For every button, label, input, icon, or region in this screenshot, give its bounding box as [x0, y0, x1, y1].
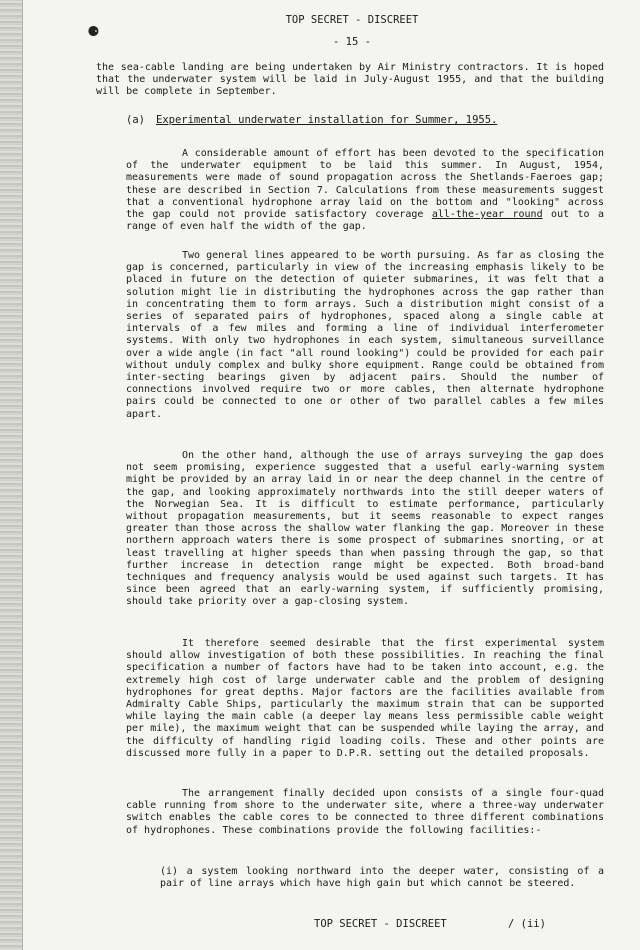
document-page: [96, 0, 608, 950]
footer-classification: TOP SECRET - DISCREET: [314, 918, 447, 930]
page-number: - 15 -: [333, 36, 371, 48]
paragraph-continuation: the sea-cable landing are being undertaken by Air Ministry contractors. It is hoped that the underwater system will be laid in July-August 1955, and that the building will be complete in September.: [96, 62, 604, 98]
paragraph-specification-tail: out to a range of even half the width of the gap.: [126, 209, 605, 233]
list-item-i: (i) a system looking northward into the deeper water, consisting of a pair of line arrays which have high gain but which cannot be steered.: [160, 866, 604, 890]
paragraph-both-possibilities: It therefore seemed desirable that the first experimental system should allow investigation of both these possibilities. In reaching the final specification a number of factors have had to be taken into account, e.g. the extremely high cost of large underwater cable and the problem of designing hydrophones for great depths. Major factors are the facilities available from Admiralty Cable Ships, particularly the maximum strain that can be supported while laying the main cable (a deeper lay means less permissible cable weight per mile), the maximum weight that can be suspended while laying the array, and the difficulty of handling rigid loading coils. These and other points are discussed more fully in a paper to D.P.R. setting out the detailed proposals.: [126, 638, 604, 759]
section-title: Experimental underwater installation for Summer, 1955.: [156, 114, 498, 126]
footer-continuation: / (ii): [508, 918, 546, 930]
emphasis-all-the-year-round: all-the-year round: [431, 209, 543, 221]
punch-hole-mark: ⚈: [88, 20, 99, 41]
paragraph-arrangement: The arrangement finally decided upon consists of a single four-quad cable running from shore to the underwater site, where a three-way underwater switch enables the cable cores to be connected to three different combinations of hydrophones. These combinations provide the following facilities:-: [126, 788, 604, 836]
paragraph-specification: [126, 148, 604, 233]
section-label: (a): [126, 114, 145, 126]
binding-edge: [0, 0, 23, 950]
paragraph-two-lines: Two general lines appeared to be worth pursuing. As far as closing the gap is concerned, particularly in view of the increasing emphasis likely to be placed in future on the detection of quieter submarines, it was felt that a solution might lie in distributing the hydrophones across the gap rather than in concentrating them to form arrays. Such a distribution might consist of a series of separated pairs of hydrophones, spaced along a single cable at intervals of a few miles and forming a line of individual interferometer systems. With only two hydrophones in each system, simultaneous surveillance over a wide angle (in fact "all round looking") could be provided for each pair without unduly complex and bulky shore equipment. Range could be obtained from inter-secting bearings given by adjacent pairs. Should the number of connections involved require two or more cables, then alternate hydrophone pairs could be connected to one or other of two parallel cables a few miles apart.: [126, 250, 604, 420]
paragraph-early-warning: On the other hand, although the use of arrays surveying the gap does not seem promising, experience suggested that a useful early-warning system might be provided by an array laid in or near the deep channel in the centre of the gap, and looking approximately northwards into the still deeper waters of the Norwegian Sea. It is difficult to estimate performance, particularly without propagation measurements, but it seems reasonable to expect ranges greater than those across the shallow water flanking the gap. Moreover in these northern approach waters there is some prospect of submarines snorting, or at least travelling at higher speeds than when passing through the gap, so that further increase in detection range might be expected. Both broad-band techniques and frequency analysis would be used against such targets. It has since been agreed that an early-warning system, if sufficiently promising, should take priority over a gap-closing system.: [126, 450, 604, 608]
paragraph-specification-text: A considerable amount of effort has been devoted to the specification of the underwater equipment to be laid this summer. In August, 1954, measurements were made of sound propagation across the Shetlands-Faeroes gap; these are described in Section 7. Calculations from these measurements suggest that a conventional hydrophone array laid on the bottom and "looking" across the gap could not provide satisfactory coverage: [126, 148, 604, 221]
header-classification: TOP SECRET - DISCREET: [285, 14, 419, 26]
